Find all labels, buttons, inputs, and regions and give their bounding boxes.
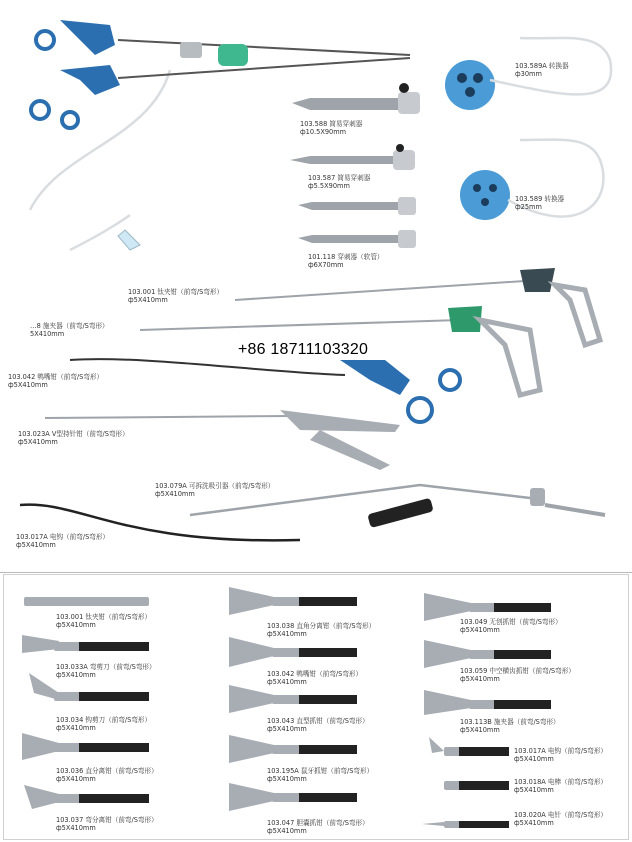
trocar-illustrations — [290, 83, 420, 248]
tip-label-103-042: 103.042 鸭嘴钳（前弯/S弯形） ф5X410mm — [267, 670, 363, 686]
panel-divider — [0, 572, 632, 573]
tip-label-103-043: 103.043 直型抓钳（前弯/S弯形） ф5X410mm — [267, 717, 369, 733]
instrument-tip-catalog — [3, 574, 629, 840]
tip-label-103-033a: 103.033A 弯剪刀（前弯/S弯形） ф5X410mm — [56, 663, 156, 679]
tip-label-103-034: 103.034 钩剪刀（前弯/S弯形） ф5X410mm — [56, 716, 152, 732]
label-103-079a: 103.079A 可拆洗吸引器（前弯/S弯形） ф5X410mm — [155, 482, 275, 498]
tip-label-103-001: 103.001 钛夹钳（前弯/S弯形） ф5X410mm — [56, 613, 152, 629]
label-103-042-top: 103.042 鸭嘴钳（前弯/S弯形） ф5X410mm — [8, 373, 104, 389]
tip-label-103-037: 103.037 弯分离钳（前弯/S弯形） ф5X410mm — [56, 816, 158, 832]
label-101-118: 101.118 穿刺器（软管） ф6X70mm — [308, 253, 384, 269]
tip-label-103-047: 103.047 胆囊抓钳（前弯/S弯形） ф5X410mm — [267, 819, 369, 835]
phone-number: +86 18711103320 — [238, 341, 369, 358]
label-103-589: 103.589 转换器 ф25mm — [515, 195, 565, 211]
tip-label-103-020a: 103.020A 电针（前弯/S弯形） ф5X410mm — [514, 811, 608, 827]
label-103-017a-top: 103.017A 电钩（前弯/S弯形） ф5X410mm — [16, 533, 110, 549]
label-103-001-top: 103.001 钛夹钳（前弯/S弯形） ф5X410mm — [128, 288, 224, 304]
label-103-589a: 103.589A 转换器 ф30mm — [515, 62, 569, 78]
label-103-588: 103.588 简易穿刺器 ф10.5X90mm — [300, 120, 363, 136]
tip-label-103-113b: 103.113B 施夹器（前弯/S弯形） ф5X410mm — [460, 718, 560, 734]
tip-label-103-018a: 103.018A 电棒（前弯/S弯形） ф5X410mm — [514, 778, 608, 794]
tip-label-103-036: 103.036 直分离钳（前弯/S弯形） ф5X410mm — [56, 767, 158, 783]
label-103-587: 103.587 简易穿刺器 ф5.5X90mm — [308, 174, 371, 190]
tip-label-103-059: 103.059 中空横齿抓钳（前弯/S弯形） ф5X410mm — [460, 667, 575, 683]
label-clip-applier-top: …8 施夹器（前弯/S弯形） 5X410mm — [30, 322, 109, 338]
tip-label-103-017a: 103.017A 电钩（前弯/S弯形） ф5X410mm — [514, 747, 608, 763]
long-instrument-illustrations — [20, 268, 605, 540]
label-103-023a: 103.023A V型持针钳（前弯/S弯形） ф5X410mm — [18, 430, 129, 446]
tip-label-103-049: 103.049 无创抓钳（前弯/S弯形） ф5X410mm — [460, 618, 562, 634]
tip-label-103-038: 103.038 直角分离钳（前弯/S弯形） ф5X410mm — [267, 622, 376, 638]
tip-label-103-195a: 103.195A 鼠牙抓钳（前弯/S弯形） ф5X410mm — [267, 767, 374, 783]
